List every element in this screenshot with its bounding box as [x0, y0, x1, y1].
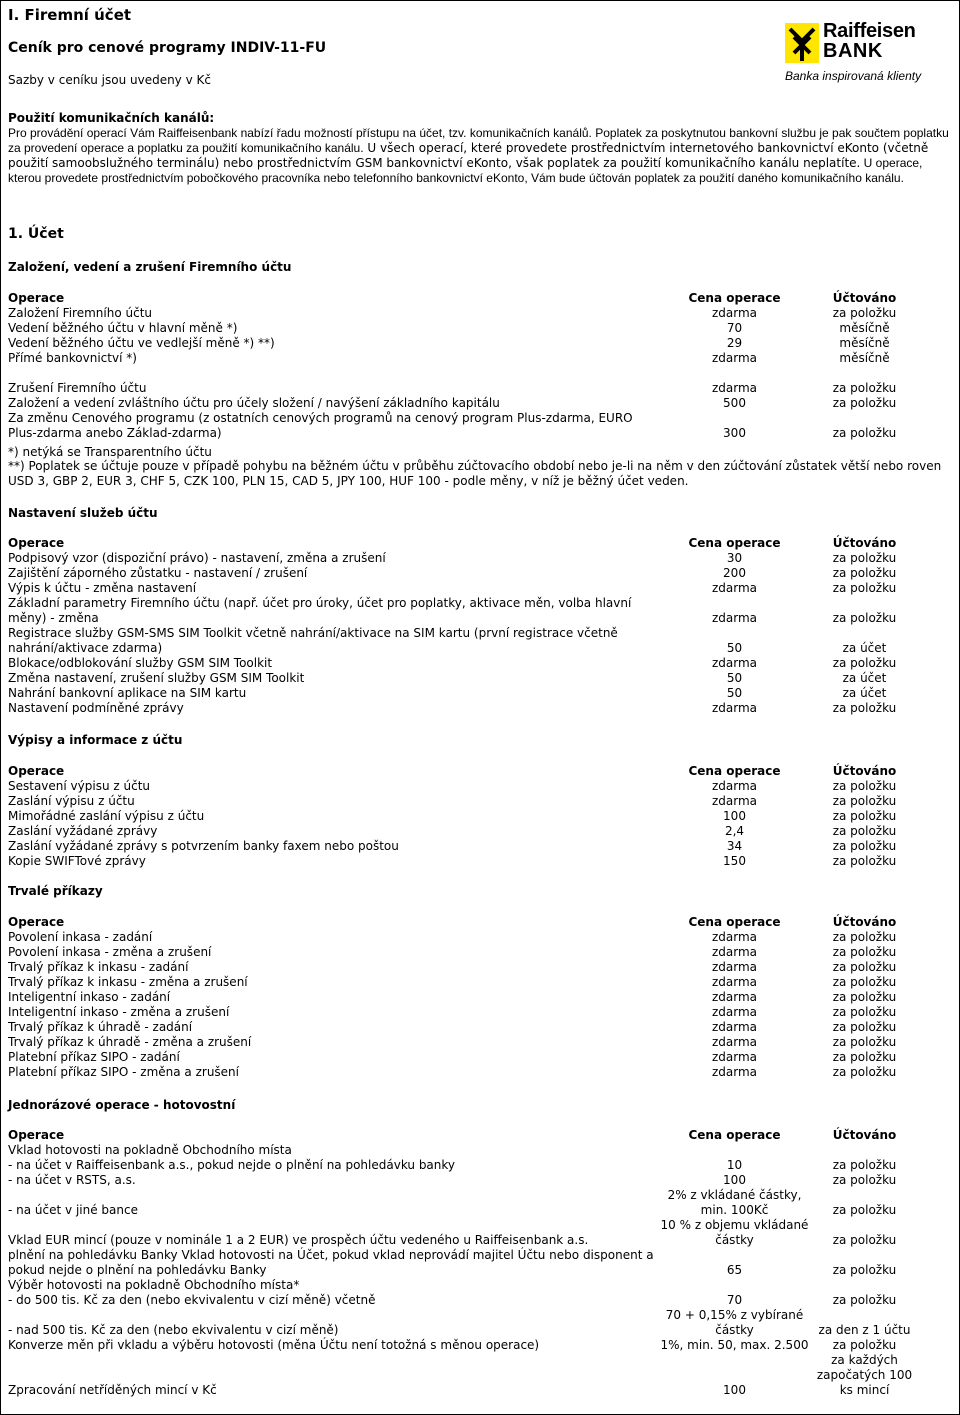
cell-operace: Zaslání vyžádané zprávy	[8, 824, 158, 838]
header-uctovano: Účtováno	[832, 764, 897, 778]
table-trvale	[7, 915, 917, 1080]
cell-cena: zdarma	[711, 611, 758, 625]
cell-operace: Základní parametry Firemního účtu (např. účet pro úroky, účet pro poplatky, aktivace měn, volba hlavní měny) - změna	[8, 596, 632, 625]
cell-uctovano: za položku	[832, 1158, 897, 1172]
cell-cena: 70	[726, 321, 743, 335]
cell-operace: Vklad EUR mincí (pouze v nominále 1 a 2 EUR) ve prospěch účtu vedeného u Raiffeisenbank a.s.	[8, 1233, 589, 1247]
cell-cena: 100	[723, 1383, 746, 1397]
table-row	[7, 1158, 917, 1173]
cell-cena: 500	[723, 396, 746, 410]
table-row	[7, 381, 917, 396]
table-title-trvale: Trvalé příkazy	[8, 884, 103, 898]
cell-operace: Platební příkaz SIPO - zadání	[8, 1050, 180, 1064]
cell-uctovano: za položku	[832, 1233, 897, 1247]
header-uctovano: Účtováno	[832, 291, 897, 305]
cell-cena: zdarma	[711, 990, 758, 1004]
raiffeisen-logo	[785, 20, 945, 85]
table-row	[7, 1005, 917, 1020]
cell-cena: 50	[726, 686, 743, 700]
intro-text-2: U všech operací, které provedete prostřednictvím internetového bankovnictví eKonto (včetně použití samoobslužného terminálu) nebo prostřednictvím GSM bankovnictví eKonto, však poplatek za použití komunikačního kanálu neplatíte.	[8, 141, 929, 170]
cell-cena: zdarma	[711, 1065, 758, 1079]
cell-operace	[7, 366, 657, 381]
table-row	[7, 990, 917, 1005]
cell-cena: zdarma	[711, 381, 758, 395]
table-row	[7, 809, 917, 824]
cell-uctovano: za položku	[832, 306, 897, 320]
table-row	[7, 854, 917, 869]
logo-name: Raiffeisen	[823, 20, 916, 42]
cell-cena: zdarma	[711, 960, 758, 974]
cell-operace: Trvalý příkaz k inkasu - zadání	[8, 960, 189, 974]
currency-note: Sazby v ceníku jsou uvedeny v Kč	[8, 73, 211, 87]
cell-uctovano: za položku	[832, 701, 897, 715]
cell-cena: zdarma	[711, 306, 758, 320]
table-row	[7, 975, 917, 990]
cell-cena: 10 % z objemu vkládané částky	[660, 1218, 809, 1247]
table-row	[7, 336, 917, 351]
cell-cena: zdarma	[711, 581, 758, 595]
cell-operace: Trvalý příkaz k inkasu - změna a zrušení	[8, 975, 248, 989]
cell-cena: 50	[726, 641, 743, 655]
table-row	[7, 701, 917, 716]
table-title-hotovost: Jednorázové operace - hotovostní	[8, 1098, 236, 1112]
cell-uctovano: za každých započatých 100 ks mincí	[816, 1353, 913, 1397]
cell-operace: Vedení běžného účtu ve vedlejší měně *) **)	[8, 336, 275, 350]
cell-uctovano: za položku	[832, 809, 897, 823]
cell-cena: zdarma	[711, 945, 758, 959]
cell-uctovano	[811, 1278, 917, 1293]
table-row	[7, 551, 917, 566]
cell-cena: 65	[726, 1263, 743, 1277]
header-operace: Operace	[8, 1128, 65, 1142]
table-row	[7, 581, 917, 596]
cell-cena: 50	[726, 671, 743, 685]
cell-uctovano: za položku	[832, 779, 897, 793]
cell-operace: - na účet v RSTS, a.s.	[8, 1173, 136, 1187]
cell-operace: Inteligentní inkaso - změna a zrušení	[8, 1005, 230, 1019]
cell-operace: plnění na pohledávku Banky Vklad hotovosti na Účet, pokud vklad neprovádí majitel Účtu nebo disponent a pokud nejde o plnění na pohledávku Banky	[8, 1248, 654, 1277]
cell-uctovano: měsíčně	[839, 336, 890, 350]
cell-cena: zdarma	[711, 930, 758, 944]
cell-uctovano: za účet	[842, 686, 887, 700]
cell-operace: Zajištění záporného zůstatku - nastavení / zrušení	[8, 566, 308, 580]
cell-cena	[657, 366, 811, 381]
table-row	[7, 1173, 917, 1188]
cell-uctovano: za položku	[832, 975, 897, 989]
cell-operace: Platební příkaz SIPO - změna a zrušení	[8, 1065, 239, 1079]
table-row	[7, 1188, 917, 1218]
header-operace: Operace	[8, 915, 65, 929]
table-row	[7, 1218, 917, 1248]
cell-cena: 100	[723, 809, 746, 823]
table-header	[7, 291, 917, 306]
cell-uctovano: za položku	[832, 839, 897, 853]
cell-operace: Zrušení Firemního účtu	[8, 381, 147, 395]
cell-operace: Vedení běžného účtu v hlavní měně *)	[8, 321, 238, 335]
cell-cena: 150	[723, 854, 746, 868]
header-operace: Operace	[8, 536, 65, 550]
table-header	[7, 915, 917, 930]
cell-cena: 30	[726, 551, 743, 565]
table-row	[7, 960, 917, 975]
cell-cena	[657, 1278, 811, 1293]
cell-uctovano: za položku	[832, 611, 897, 625]
cell-cena: zdarma	[711, 1005, 758, 1019]
cell-cena: zdarma	[711, 779, 758, 793]
cell-uctovano: za položku	[832, 1065, 897, 1079]
cell-operace: Sestavení výpisu z účtu	[8, 779, 151, 793]
page-title: I. Firemní účet	[8, 6, 132, 24]
table-row	[7, 671, 917, 686]
cell-uctovano: za den z 1 účtu	[818, 1323, 911, 1337]
cell-operace: Výpis k účtu - změna nastavení	[8, 581, 197, 595]
cell-cena: 100	[723, 1173, 746, 1187]
header-uctovano: Účtováno	[832, 536, 897, 550]
table-row	[7, 1293, 917, 1308]
header-cena: Cena operace	[688, 536, 781, 550]
cell-operace: Kopie SWIFTové zprávy	[8, 854, 146, 868]
header-operace: Operace	[8, 764, 65, 778]
table-row	[7, 1278, 917, 1293]
table-row	[7, 1020, 917, 1035]
cell-uctovano: za položku	[832, 794, 897, 808]
header-cena: Cena operace	[688, 291, 781, 305]
cell-operace: Zaslání výpisu z účtu	[8, 794, 135, 808]
cell-operace: Povolení inkasa - změna a zrušení	[8, 945, 212, 959]
cell-operace: Vklad hotovosti na pokladně Obchodního místa	[8, 1143, 292, 1157]
cell-operace: Trvalý příkaz k úhradě - změna a zrušení	[8, 1035, 252, 1049]
cell-uctovano: za položku	[832, 551, 897, 565]
header-cena: Cena operace	[688, 915, 781, 929]
table-row	[7, 306, 917, 321]
cell-operace: - na účet v jiné bance	[8, 1203, 138, 1217]
cell-uctovano: za položku	[832, 566, 897, 580]
table-row	[7, 1035, 917, 1050]
cell-operace: Inteligentní inkaso - zadání	[8, 990, 171, 1004]
table-row	[7, 411, 917, 441]
cell-cena: 1%, min. 50, max. 2.500	[660, 1338, 809, 1352]
cell-operace: Podpisový vzor (dispoziční právo) - nastavení, změna a zrušení	[8, 551, 386, 565]
cell-operace: Založení Firemního účtu	[8, 306, 153, 320]
intro-paragraph	[8, 111, 953, 186]
cell-operace: Blokace/odblokování služby GSM SIM Toolkit	[8, 656, 273, 670]
cell-cena: zdarma	[711, 794, 758, 808]
cell-operace: Změna nastavení, zrušení služby GSM SIM Toolkit	[8, 671, 305, 685]
table-row	[7, 351, 917, 366]
cell-operace: - na účet v Raiffeisenbank a.s., pokud nejde o plnění na pohledávku banky	[8, 1158, 456, 1172]
cell-operace: Nahrání bankovní aplikace na SIM kartu	[8, 686, 247, 700]
cell-uctovano: za položku	[832, 945, 897, 959]
cell-cena: zdarma	[711, 1050, 758, 1064]
table-row	[7, 656, 917, 671]
cell-uctovano: za účet	[842, 641, 887, 655]
table-row	[7, 1353, 917, 1398]
section-title: 1. Účet	[8, 226, 64, 242]
cell-uctovano: za položku	[832, 960, 897, 974]
table-hotovost	[7, 1128, 917, 1398]
cell-uctovano: za položku	[832, 656, 897, 670]
table-row	[7, 1143, 917, 1158]
cell-uctovano: za položku	[832, 930, 897, 944]
cell-operace: - nad 500 tis. Kč za den (nebo ekvivalentu v cizí měně)	[8, 1323, 339, 1337]
table-vypisy	[7, 764, 917, 869]
header-uctovano: Účtováno	[832, 1128, 897, 1142]
intro-heading: Použití komunikačních kanálů:	[8, 111, 215, 125]
footnote-vedlejsi-mena: **) Poplatek se účtuje pouze v případě pohybu na běžném účtu v průběhu zúčtovacího období nebo je-li na něm v den zúčtování zůstatek větší nebo roven USD 3, GBP 2, EUR 3, CHF 5, CZK 100, PLN 15, CAD 5, JPY 100, HUF 100 - podle měny, v níž je běžný účet veden.	[8, 459, 942, 488]
table-row	[7, 930, 917, 945]
cell-operace: Konverze měn při vkladu a výběru hotovosti (měna Účtu není totožná s měnou operace)	[8, 1338, 540, 1352]
cell-uctovano: za položku	[832, 1203, 897, 1217]
cell-operace: Povolení inkasa - zadání	[8, 930, 153, 944]
table-row	[7, 1248, 917, 1278]
cell-uctovano: měsíčně	[839, 321, 890, 335]
cell-uctovano: za účet	[842, 671, 887, 685]
table-row	[7, 566, 917, 581]
cell-cena: zdarma	[711, 656, 758, 670]
table-row	[7, 945, 917, 960]
cell-operace: Nastavení podmíněné zprávy	[8, 701, 184, 715]
table-title-zalozeni: Založení, vedení a zrušení Firemního účtu	[8, 260, 292, 274]
price-list-title: Ceník pro cenové programy INDIV-11-FU	[8, 40, 327, 56]
cell-cena: zdarma	[711, 975, 758, 989]
table-row	[7, 626, 917, 656]
cell-cena: 2,4	[724, 824, 745, 838]
cell-uctovano: za položku	[832, 396, 897, 410]
table-row	[7, 794, 917, 809]
cell-cena: 10	[726, 1158, 743, 1172]
table-row	[7, 686, 917, 701]
cell-uctovano: za položku	[832, 1005, 897, 1019]
header-cena: Cena operace	[688, 764, 781, 778]
cell-operace: Registrace služby GSM-SMS SIM Toolkit včetně nahrání/aktivace na SIM kartu (první registrace včetně nahrání/aktivace zdarma)	[8, 626, 618, 655]
table-header	[7, 764, 917, 779]
cell-uctovano: za položku	[832, 1263, 897, 1277]
cell-operace: Založení a vedení zvláštního účtu pro účely složení / navýšení základního kapitálu	[8, 396, 500, 410]
table-row	[7, 824, 917, 839]
cell-cena: zdarma	[711, 351, 758, 365]
cell-cena: 300	[723, 426, 746, 440]
table-title-vypisy: Výpisy a informace z účtu	[8, 733, 183, 747]
cell-uctovano: za položku	[832, 990, 897, 1004]
header-operace: Operace	[8, 291, 65, 305]
cell-uctovano	[811, 366, 917, 381]
cell-cena: 200	[723, 566, 746, 580]
table-row	[7, 1065, 917, 1080]
cell-operace: Přímé bankovnictví *)	[8, 351, 137, 365]
cell-operace: Zpracování netříděných mincí v Kč	[8, 1383, 217, 1397]
table-row	[7, 1308, 917, 1338]
cell-cena: 34	[726, 839, 743, 853]
footnote-transparent: *) netýká se Transparentního účtu	[8, 445, 212, 459]
cell-cena: zdarma	[711, 701, 758, 715]
cell-operace: Za změnu Cenového programu (z ostatních cenových programů na cenový program Plus-zdarma, EURO Plus-zdarma anebo Základ-zdarma)	[8, 411, 633, 440]
cell-operace: - do 500 tis. Kč za den (nebo ekvivalentu v cizí měně) včetně	[8, 1293, 376, 1307]
cell-cena: zdarma	[711, 1020, 758, 1034]
header-cena: Cena operace	[688, 1128, 781, 1142]
cell-uctovano: za položku	[832, 1050, 897, 1064]
table-header	[7, 536, 917, 551]
table-row	[7, 321, 917, 336]
cell-cena: zdarma	[711, 1035, 758, 1049]
cell-uctovano	[811, 1143, 917, 1158]
cell-uctovano: za položku	[832, 854, 897, 868]
cell-uctovano: za položku	[832, 426, 897, 440]
cell-uctovano: měsíčně	[839, 351, 890, 365]
cell-uctovano: za položku	[832, 1173, 897, 1187]
table-row	[7, 839, 917, 854]
cell-uctovano: za položku	[832, 824, 897, 838]
table-header	[7, 1128, 917, 1143]
cell-cena: 70 + 0,15% z vybírané částky	[665, 1308, 804, 1337]
intro-text-1: Pro provádění operací Vám Raiffeisenbank nabízí řadu možností přístupu na účet, tzv. komunikačních kanálů. Poplatek za poskytnutou bankovní službu je pak součtem poplatku za provedení operace a poplatku za použití komunikačního kanálu.	[8, 126, 949, 155]
cell-operace: Zaslání vyžádané zprávy s potvrzením banky faxem nebo poštou	[8, 839, 399, 853]
cell-uctovano: za položku	[832, 1035, 897, 1049]
cell-operace: Výběr hotovosti na pokladně Obchodního místa*	[8, 1278, 300, 1292]
table-nastaveni	[7, 536, 917, 716]
cell-uctovano: za položku	[832, 1293, 897, 1307]
cell-uctovano: za položku	[832, 1020, 897, 1034]
cell-cena: 2% z vkládané částky, min. 100Kč	[667, 1188, 802, 1217]
cell-uctovano: za položku	[832, 1338, 897, 1352]
intro-text-3: U operace, kterou provedete prostřednictvím pobočkového pracovníka nebo telefonního bankovnictví eKonto, Vám bude účtován poplatek za použití daného komunikačního kanálu.	[8, 156, 923, 185]
cell-uctovano: za položku	[832, 381, 897, 395]
table-zalozeni	[7, 291, 917, 441]
cell-uctovano: za položku	[832, 581, 897, 595]
cell-operace: Mimořádné zaslání výpisu z účtu	[8, 809, 205, 823]
table-title-nastaveni: Nastavení služeb účtu	[8, 506, 158, 520]
cell-cena: 70	[726, 1293, 743, 1307]
table-row	[7, 779, 917, 794]
logo-tagline: Banka inspirovaná klienty	[785, 69, 922, 83]
table-row	[7, 366, 917, 381]
table-row	[7, 596, 917, 626]
header-uctovano: Účtováno	[832, 915, 897, 929]
table-row	[7, 1050, 917, 1065]
cell-cena	[657, 1143, 811, 1158]
cell-cena: 29	[726, 336, 743, 350]
logo-bank: BANK	[823, 40, 883, 62]
gable-cross-icon	[785, 23, 819, 63]
table-row	[7, 1338, 917, 1353]
cell-operace: Trvalý příkaz k úhradě - zadání	[8, 1020, 193, 1034]
table-row	[7, 396, 917, 411]
